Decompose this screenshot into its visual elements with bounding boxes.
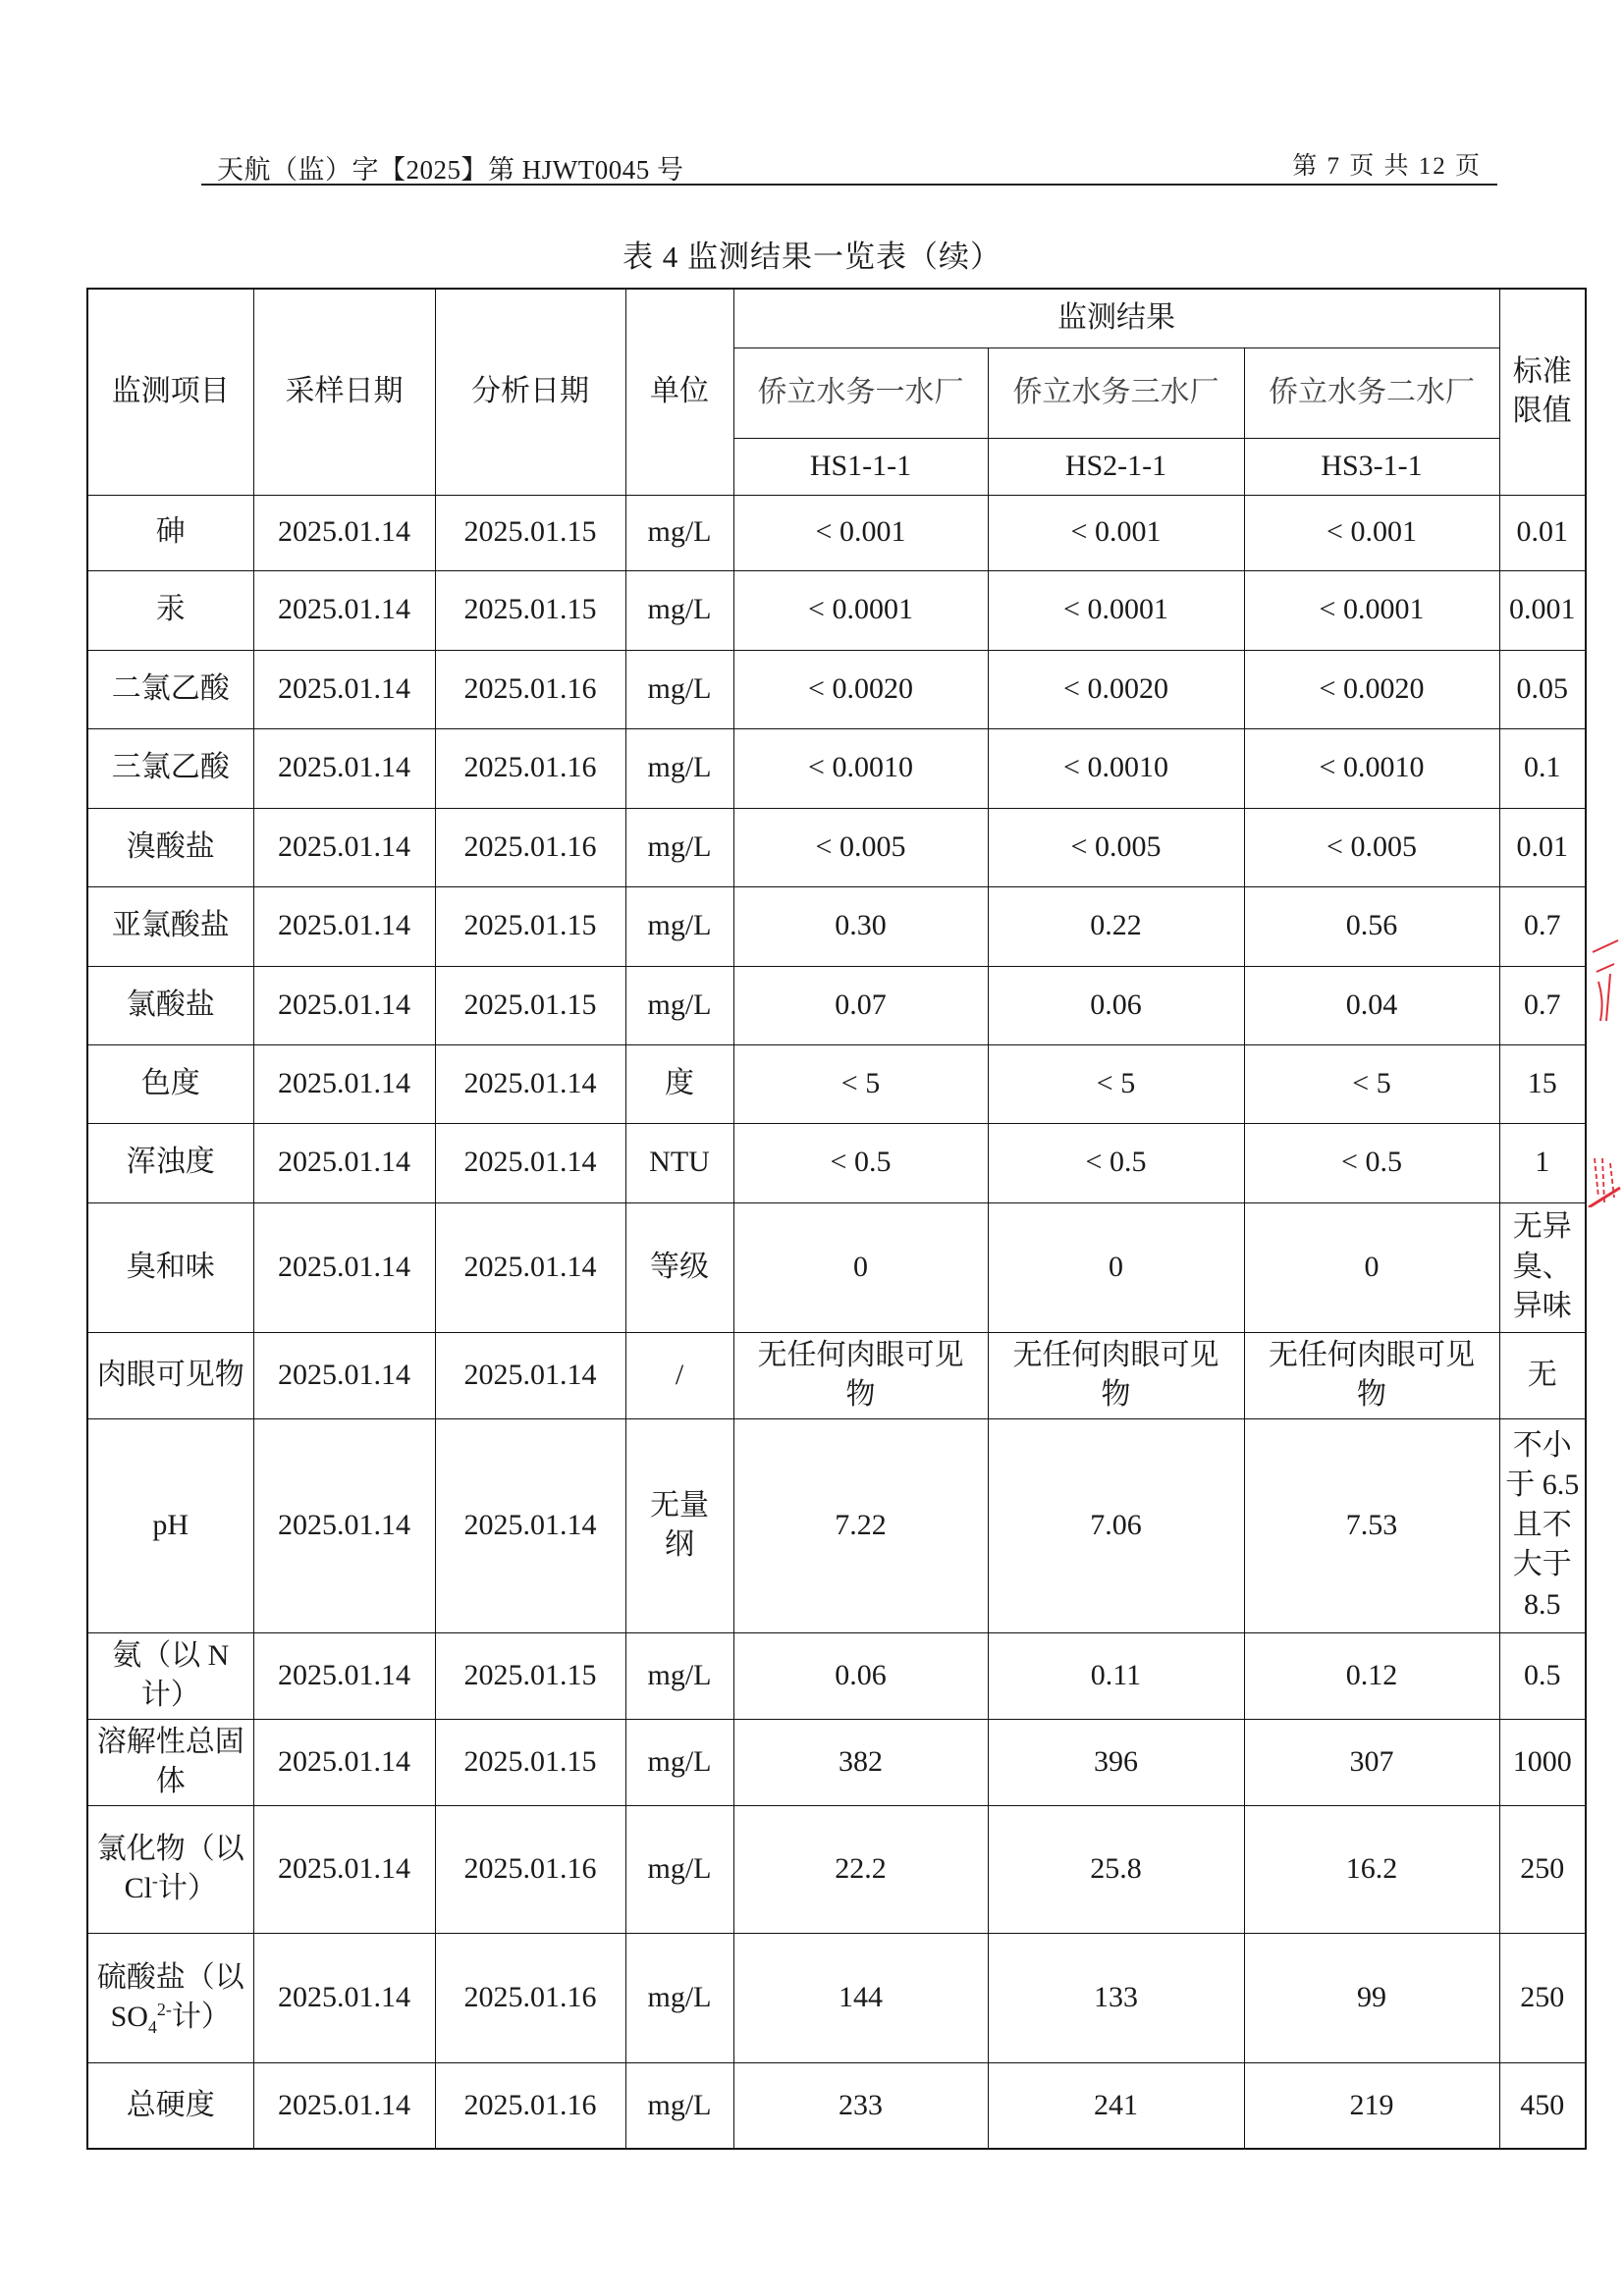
cell-sampling-date: 2025.01.14 (253, 1332, 435, 1418)
cell-unit: mg/L (625, 570, 733, 650)
cell-unit: mg/L (625, 728, 733, 808)
cell-unit: mg/L (625, 2062, 733, 2149)
cell-standard-limit: 450 (1499, 2062, 1586, 2149)
table-row (87, 2062, 1586, 2149)
cell-unit: mg/L (625, 650, 733, 728)
cell-analysis-date: 2025.01.16 (435, 808, 625, 886)
cell-analysis-date: 2025.01.16 (435, 1805, 625, 1933)
cell-result-site-2: 25.8 (988, 1805, 1244, 1933)
cell-analysis-date: 2025.01.14 (435, 1044, 625, 1123)
cell-result-site-1: 22.2 (733, 1805, 988, 1933)
cell-result-site-2: 0.06 (988, 966, 1244, 1044)
cell-analysis-date: 2025.01.16 (435, 650, 625, 728)
cell-result-site-1: 0 (733, 1202, 988, 1332)
cell-item (87, 1632, 253, 1719)
cell-result-site-1: 144 (733, 1933, 988, 2062)
item-label: 溴酸盐 (126, 829, 215, 863)
cell-item (87, 1418, 253, 1632)
cell-result-site-3: 0 (1244, 1202, 1499, 1332)
item-label: 氯酸盐 (126, 988, 215, 1021)
cell-standard-limit: 0.1 (1499, 728, 1586, 808)
monitoring-results-table (86, 288, 1587, 2150)
cell-item (87, 1933, 253, 2062)
item-label: 二氯乙酸 (111, 671, 230, 705)
cell-analysis-date: 2025.01.15 (435, 966, 625, 1044)
cell-analysis-date: 2025.01.14 (435, 1418, 625, 1632)
cell-sampling-date: 2025.01.14 (253, 2062, 435, 2149)
cell-result-site-2: 241 (988, 2062, 1244, 2149)
item-label: 亚氯酸盐 (111, 909, 230, 942)
cell-sampling-date: 2025.01.14 (253, 1202, 435, 1332)
cell-sampling-date: 2025.01.14 (253, 808, 435, 886)
cell-item (87, 2062, 253, 2149)
cell-unit: / (625, 1332, 733, 1418)
cell-result-site-3: 16.2 (1244, 1805, 1499, 1933)
cell-result-site-1: 无任何肉眼可见物 (733, 1332, 988, 1418)
cell-standard-limit: 0.01 (1499, 495, 1586, 570)
cell-result-site-3: 307 (1244, 1719, 1499, 1805)
cell-result-site-3: < 5 (1244, 1044, 1499, 1123)
cell-result-site-2: < 5 (988, 1044, 1244, 1123)
cell-sampling-date: 2025.01.14 (253, 1632, 435, 1719)
header-analysis-date: 分析日期 (435, 289, 625, 495)
table-row (87, 1332, 1586, 1418)
item-label: 浑浊度 (126, 1146, 215, 1179)
cell-sampling-date: 2025.01.14 (253, 966, 435, 1044)
cell-analysis-date: 2025.01.16 (435, 728, 625, 808)
cell-unit: NTU (625, 1123, 733, 1202)
cell-standard-limit: 不小于 6.5 且不大于 8.5 (1499, 1418, 1586, 1632)
cell-standard-limit: 1 (1499, 1123, 1586, 1202)
table-row (87, 1632, 1586, 1719)
cell-analysis-date: 2025.01.16 (435, 1933, 625, 2062)
item-superscript: - (151, 1871, 158, 1891)
cell-result-site-1: 233 (733, 2062, 988, 2149)
cell-unit: mg/L (625, 886, 733, 966)
cell-standard-limit: 1000 (1499, 1719, 1586, 1805)
page-indicator: 第 7 页 共 12 页 (1292, 153, 1482, 180)
cell-standard-limit: 250 (1499, 1933, 1586, 2062)
cell-result-site-3: < 0.5 (1244, 1123, 1499, 1202)
header-sampling-date: 采样日期 (253, 289, 435, 495)
cell-analysis-date: 2025.01.15 (435, 886, 625, 966)
cell-unit: mg/L (625, 1805, 733, 1933)
cell-item (87, 1044, 253, 1123)
cell-standard-limit: 无 (1499, 1332, 1586, 1418)
cell-result-site-2: 0 (988, 1202, 1244, 1332)
cell-item (87, 1202, 253, 1332)
cell-standard-limit: 0.001 (1499, 570, 1586, 650)
cell-result-site-3: < 0.0001 (1244, 570, 1499, 650)
cell-item (87, 495, 253, 570)
cell-result-site-3: < 0.001 (1244, 495, 1499, 570)
cell-result-site-2: 7.06 (988, 1418, 1244, 1632)
item-label: pH (152, 1508, 189, 1541)
cell-item (87, 1805, 253, 1933)
item-subscript: 4 (147, 2017, 157, 2037)
cell-standard-limit: 15 (1499, 1044, 1586, 1123)
cell-result-site-2: 0.11 (988, 1632, 1244, 1719)
cell-result-site-3: 7.53 (1244, 1418, 1499, 1632)
cell-result-site-3: < 0.0010 (1244, 728, 1499, 808)
cell-item (87, 650, 253, 728)
header-sample-code-3: HS3-1-1 (1244, 438, 1499, 495)
cell-sampling-date: 2025.01.14 (253, 728, 435, 808)
cell-unit: mg/L (625, 808, 733, 886)
table-row (87, 1805, 1586, 1933)
cell-standard-limit: 0.7 (1499, 886, 1586, 966)
cell-sampling-date: 2025.01.14 (253, 1123, 435, 1202)
cell-analysis-date: 2025.01.15 (435, 570, 625, 650)
cell-analysis-date: 2025.01.14 (435, 1202, 625, 1332)
item-label: 三氯乙酸 (111, 751, 230, 784)
cell-standard-limit: 0.5 (1499, 1632, 1586, 1719)
table-row (87, 570, 1586, 650)
cell-analysis-date: 2025.01.15 (435, 1632, 625, 1719)
cell-item (87, 728, 253, 808)
cell-result-site-3: 0.12 (1244, 1632, 1499, 1719)
cell-analysis-date: 2025.01.16 (435, 2062, 625, 2149)
cell-result-site-2: < 0.005 (988, 808, 1244, 886)
cell-result-site-1: < 0.0001 (733, 570, 988, 650)
item-label: 肉眼可见物 (96, 1358, 244, 1391)
cell-result-site-1: < 0.0020 (733, 650, 988, 728)
table-row (87, 495, 1586, 570)
cell-result-site-3: 0.56 (1244, 886, 1499, 966)
cell-result-site-1: < 0.001 (733, 495, 988, 570)
cell-standard-limit: 无异臭、异味 (1499, 1202, 1586, 1332)
cell-result-site-1: 0.06 (733, 1632, 988, 1719)
report-number: 天航（监）字【2025】第 HJWT0045 号 (217, 155, 684, 185)
cell-result-site-1: < 0.005 (733, 808, 988, 886)
table-row (87, 1418, 1586, 1632)
cell-result-site-1: < 5 (733, 1044, 988, 1123)
page-header (201, 142, 1497, 186)
header-site-2: 侨立水务三水厂 (988, 347, 1244, 438)
item-label: 砷 (155, 515, 186, 549)
cell-result-site-2: < 0.001 (988, 495, 1244, 570)
cell-analysis-date: 2025.01.15 (435, 1719, 625, 1805)
cell-result-site-2: < 0.0010 (988, 728, 1244, 808)
cell-analysis-date: 2025.01.14 (435, 1123, 625, 1202)
item-label-prefix: 硫酸盐（以 SO (96, 1960, 244, 2033)
cell-standard-limit: 0.7 (1499, 966, 1586, 1044)
cell-sampling-date: 2025.01.14 (253, 1418, 435, 1632)
table-row (87, 650, 1586, 728)
table-row (87, 1719, 1586, 1805)
table-row (87, 886, 1586, 966)
cell-result-site-2: < 0.5 (988, 1123, 1244, 1202)
cell-result-site-1: < 0.0010 (733, 728, 988, 808)
cell-result-site-2: 无任何肉眼可见物 (988, 1332, 1244, 1418)
cell-result-site-1: < 0.5 (733, 1123, 988, 1202)
cell-unit: 无量纲 (625, 1418, 733, 1632)
cell-sampling-date: 2025.01.14 (253, 650, 435, 728)
item-label-suffix: 计） (171, 2001, 231, 2033)
cell-item (87, 1123, 253, 1202)
header-site-3: 侨立水务二水厂 (1244, 347, 1499, 438)
cell-item (87, 886, 253, 966)
cell-item (87, 808, 253, 886)
header-sample-code-1: HS1-1-1 (733, 438, 988, 495)
cell-result-site-2: 396 (988, 1719, 1244, 1805)
item-label: 总硬度 (126, 2088, 215, 2121)
table-row (87, 1202, 1586, 1332)
cell-result-site-2: 133 (988, 1933, 1244, 2062)
item-label-suffix: 计） (157, 1872, 217, 1904)
header-standard-limit: 标准限值 (1499, 289, 1586, 495)
table-row (87, 1123, 1586, 1202)
cell-result-site-3: < 0.0020 (1244, 650, 1499, 728)
cell-result-site-1: 382 (733, 1719, 988, 1805)
header-sample-code-2: HS2-1-1 (988, 438, 1244, 495)
cell-standard-limit: 250 (1499, 1805, 1586, 1933)
cell-unit: 等级 (625, 1202, 733, 1332)
cell-result-site-2: < 0.0020 (988, 650, 1244, 728)
cell-result-site-3: 219 (1244, 2062, 1499, 2149)
table-row (87, 808, 1586, 886)
cell-item (87, 966, 253, 1044)
cell-sampling-date: 2025.01.14 (253, 1933, 435, 2062)
table-row (87, 728, 1586, 808)
header-item: 监测项目 (87, 289, 253, 495)
cell-analysis-date: 2025.01.15 (435, 495, 625, 570)
cell-unit: 度 (625, 1044, 733, 1123)
cell-unit: mg/L (625, 966, 733, 1044)
cell-sampling-date: 2025.01.14 (253, 1044, 435, 1123)
item-label-prefix: 氯化物（以 Cl (96, 1832, 244, 1904)
header-results-group: 监测结果 (733, 289, 1499, 347)
table-title: 表 4 监测结果一览表（续） (623, 240, 1001, 274)
cell-result-site-2: 0.22 (988, 886, 1244, 966)
cell-standard-limit: 0.05 (1499, 650, 1586, 728)
table-row (87, 1933, 1586, 2062)
cell-item (87, 1719, 253, 1805)
cell-result-site-1: 0.07 (733, 966, 988, 1044)
cell-sampling-date: 2025.01.14 (253, 1805, 435, 1933)
cell-sampling-date: 2025.01.14 (253, 886, 435, 966)
header-site-1: 侨立水务一水厂 (733, 347, 988, 438)
item-label: 臭和味 (126, 1250, 215, 1283)
cell-sampling-date: 2025.01.14 (253, 570, 435, 650)
cell-unit: mg/L (625, 495, 733, 570)
item-label: 汞 (155, 593, 186, 626)
cell-result-site-3: 99 (1244, 1933, 1499, 2062)
cell-analysis-date: 2025.01.14 (435, 1332, 625, 1418)
table-row (87, 966, 1586, 1044)
cell-unit: mg/L (625, 1933, 733, 2062)
cell-unit: mg/L (625, 1632, 733, 1719)
cell-result-site-3: 无任何肉眼可见物 (1244, 1332, 1499, 1418)
cell-result-site-2: < 0.0001 (988, 570, 1244, 650)
header-unit: 单位 (625, 289, 733, 495)
cell-sampling-date: 2025.01.14 (253, 1719, 435, 1805)
item-label: 色度 (140, 1066, 200, 1099)
cell-result-site-1: 7.22 (733, 1418, 988, 1632)
item-label: 溶解性总固体 (96, 1725, 244, 1797)
cell-result-site-3: < 0.005 (1244, 808, 1499, 886)
cell-sampling-date: 2025.01.14 (253, 495, 435, 570)
cell-result-site-1: 0.30 (733, 886, 988, 966)
table-row (87, 1044, 1586, 1123)
red-seal-fragment (1585, 913, 1624, 1207)
cell-item (87, 1332, 253, 1418)
cell-unit: mg/L (625, 1719, 733, 1805)
cell-item (87, 570, 253, 650)
cell-result-site-3: 0.04 (1244, 966, 1499, 1044)
cell-standard-limit: 0.01 (1499, 808, 1586, 886)
item-label: 氨（以 N 计） (112, 1638, 230, 1711)
item-superscript: 2- (156, 2000, 172, 2019)
